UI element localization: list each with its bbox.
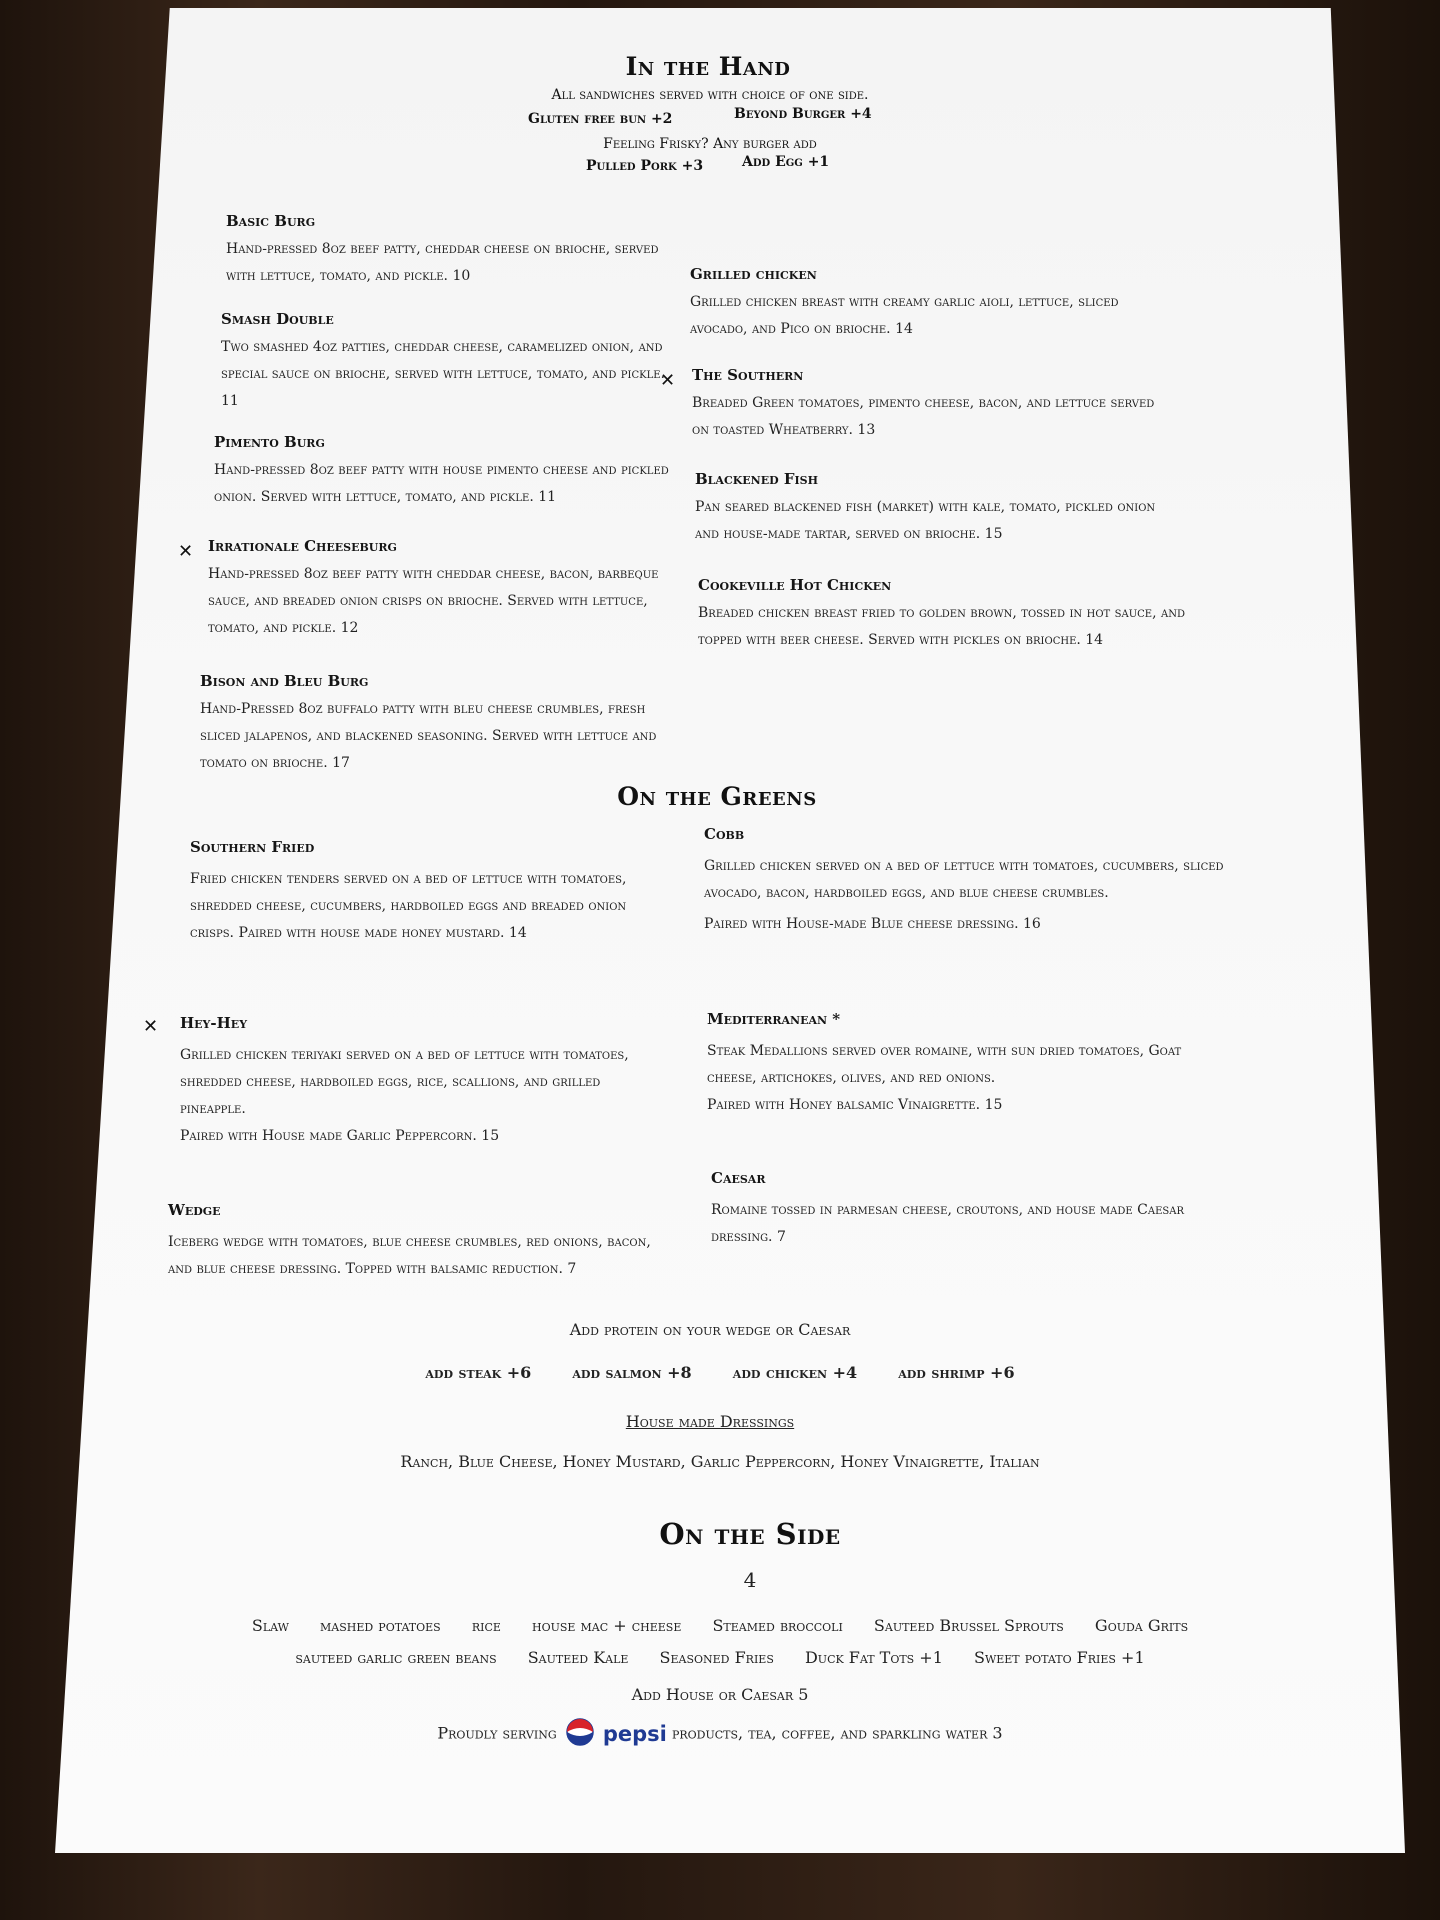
side-item: Steamed broccoli — [712, 1616, 843, 1635]
item-description: Iceberg wedge with tomatoes, blue cheese crumbles, red onions, bacon, and blue cheese dressing. Topped with balsamic reduction. 7 — [168, 1234, 651, 1277]
frisky-note: Feeling Frisky? Any burger add — [603, 136, 817, 152]
item-name: Grilled chicken — [690, 265, 817, 283]
item-name: Bison and Bleu Burg — [200, 672, 369, 690]
item-name: Pimento Burg — [214, 433, 325, 451]
side-item: Sauteed Kale — [527, 1648, 629, 1667]
sides-row-1 — [160, 1616, 1280, 1635]
item-name: Hey-Hey — [180, 1014, 248, 1032]
item-description: Pan seared blackened fish (market) with kale, tomato, pickled onion and house-made tartar, served on brioche. 15 — [695, 499, 1156, 542]
item-description: Grilled chicken breast with creamy garlic aioli, lettuce, sliced avocado, and Pico on brioche. 14 — [690, 294, 1119, 337]
item-description: Breaded Green tomatoes, pimento cheese, bacon, and lettuce served on toasted Wheatberry. 13 — [692, 395, 1155, 438]
beverage-line — [300, 1718, 1140, 1750]
beyond-burger-note: Beyond Burger +4 — [734, 106, 872, 122]
item-name: Irrationale Cheeseburg — [208, 537, 397, 555]
item-name: Wedge — [168, 1201, 221, 1219]
item-description: Breaded chicken breast fried to golden brown, tossed in hot sauce, and topped with beer cheese. Served with pickles on brioche. 14 — [698, 605, 1185, 648]
item-description: Fried chicken tenders served on a bed of lettuce with tomatoes, shredded cheese, cucumbers, hardboiled eggs and breaded onion crisps. Paired with house made honey mustard. 14 — [190, 871, 627, 941]
menu-item — [690, 265, 1150, 343]
menu-item — [698, 576, 1188, 654]
menu-item — [214, 433, 684, 511]
item-description: Romaine tossed in parmesan cheese, croutons, and house made Caesar dressing. 7 — [711, 1202, 1184, 1245]
side-item: Seasoned Fries — [659, 1648, 774, 1667]
item-name: Smash Double — [221, 310, 334, 328]
menu-item — [226, 212, 686, 290]
side-item: Duck Fat Tots +1 — [804, 1648, 943, 1667]
menu-item — [707, 1010, 1227, 1119]
addon-item: add chicken +4 — [732, 1363, 858, 1382]
crossed-utensils-icon: ✕ — [660, 370, 676, 391]
item-name: Blackened Fish — [695, 470, 818, 488]
item-description: Hand-pressed 8oz beef patty, cheddar cheese on brioche, served with lettuce, tomato, and pickle. 10 — [226, 241, 659, 284]
item-name: Southern Fried — [190, 838, 315, 856]
section-title-on-the-greens: On the Greens — [617, 782, 817, 811]
side-item: Slaw — [251, 1616, 289, 1635]
pepsi-globe-icon — [566, 1718, 594, 1750]
menu-item — [692, 366, 1162, 444]
side-item: mashed potatoes — [320, 1616, 441, 1635]
addon-item: add steak +6 — [425, 1363, 532, 1382]
side-item: Gouda Grits — [1094, 1616, 1189, 1635]
item-description: Grilled chicken teriyaki served on a bed of lettuce with tomatoes, shredded cheese, hardboiled eggs, rice, scallions, and grilled pineapple. — [180, 1047, 629, 1117]
menu-item — [190, 838, 670, 947]
crossed-utensils-icon: ✕ — [143, 1016, 159, 1037]
item-name: Cookeville Hot Chicken — [698, 576, 892, 594]
addon-item: add salmon +8 — [572, 1363, 692, 1382]
item-description: Hand-Pressed 8oz buffalo patty with bleu cheese crumbles, fresh sliced jalapenos, and blackened seasoning. Served with lettuce and tomato on brioche. 17 — [200, 701, 657, 771]
crossed-utensils-icon: ✕ — [178, 541, 194, 562]
item-description: Two smashed 4oz patties, cheddar cheese, caramelized onion, and special sauce on brioche, served with lettuce, tomato, and pickle. 11 — [221, 339, 665, 409]
section-title-on-the-side: On the Side — [659, 1517, 841, 1551]
addon-item: add shrimp +6 — [898, 1363, 1015, 1382]
pulled-pork-note: Pulled Pork +3 — [586, 158, 704, 174]
menu-item — [200, 672, 680, 777]
add-protein-line: Add protein on your wedge or Caesar — [569, 1320, 851, 1339]
side-item: sauteed garlic green beans — [295, 1648, 497, 1667]
item-name: Basic Burg — [226, 212, 316, 230]
dressings-list: Ranch, Blue Cheese, Honey Mustard, Garlic Peppercorn, Honey Vinaigrette, Italian — [400, 1452, 1040, 1471]
sides-price: 4 — [743, 1568, 757, 1592]
protein-addons — [340, 1363, 1100, 1382]
item-name: Mediterranean * — [707, 1010, 841, 1028]
beverage-suffix: products, tea, coffee, and sparkling water 3 — [671, 1723, 1003, 1743]
item-name: Caesar — [711, 1169, 766, 1187]
item-description: Hand-pressed 8oz beef patty with cheddar cheese, bacon, barbeque sauce, and breaded onion crisps on brioche. Served with lettuce, tomato, and pickle. 12 — [208, 566, 659, 636]
menu-item — [704, 825, 1224, 938]
item-pairing: Paired with Honey balsamic Vinaigrette. 15 — [707, 1097, 1003, 1113]
item-name: Cobb — [704, 825, 745, 843]
item-description: Hand-pressed 8oz beef patty with house pimento cheese and pickled onion. Served with lettuce, tomato, and pickle. 11 — [214, 462, 669, 505]
sides-row-2 — [200, 1648, 1240, 1667]
side-item: house mac + cheese — [532, 1616, 682, 1635]
menu-item — [711, 1169, 1231, 1251]
add-egg-note: Add Egg +1 — [742, 154, 830, 170]
section-title-in-the-hand: In the Hand — [625, 52, 791, 81]
beverage-prefix: Proudly serving — [437, 1723, 557, 1743]
side-item: Sweet potato Fries +1 — [973, 1648, 1145, 1667]
side-item: Sauteed Brussel Sprouts — [873, 1616, 1064, 1635]
menu-item — [695, 470, 1175, 548]
sandwich-intro: All sandwiches served with choice of one side. — [551, 87, 869, 103]
item-name: The Southern — [692, 366, 804, 384]
item-pairing: Paired with House-made Blue cheese dressing. 16 — [704, 916, 1041, 932]
menu-item — [180, 1014, 670, 1150]
gluten-free-note: Gluten free bun +2 — [528, 111, 673, 127]
side-item: rice — [471, 1616, 501, 1635]
pepsi-wordmark: pepsi — [602, 1722, 667, 1746]
item-description: Grilled chicken served on a bed of lettuce with tomatoes, cucumbers, sliced avocado, bacon, hardboiled eggs, and blue cheese crumbles. — [704, 858, 1224, 901]
add-salad-line: Add House or Caesar 5 — [631, 1685, 809, 1704]
dressings-title: House made Dressings — [625, 1412, 795, 1431]
menu-item — [168, 1201, 668, 1283]
menu-item — [221, 310, 686, 415]
menu-item — [208, 537, 678, 642]
item-description: Steak Medallions served over romaine, with sun dried tomatoes, Goat cheese, artichokes, olives, and red onions. — [707, 1043, 1182, 1086]
item-pairing: Paired with House made Garlic Peppercorn. 15 — [180, 1128, 500, 1144]
